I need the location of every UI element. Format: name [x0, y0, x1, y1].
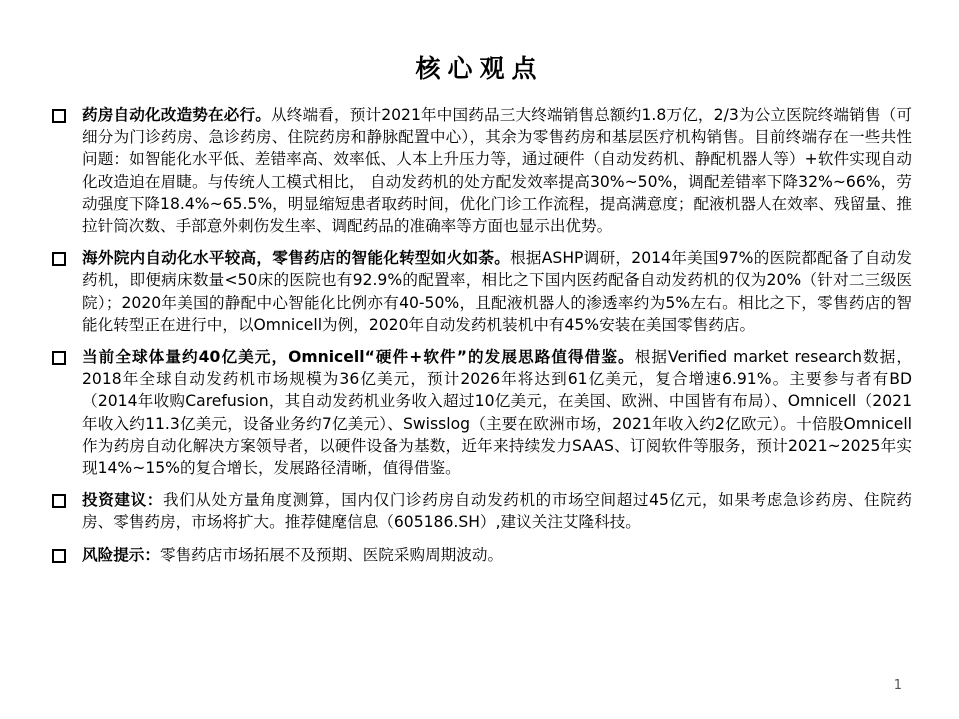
- bullet-point-global-market: [52, 346, 912, 479]
- bullet-heading: 药房自动化改造势在必行。: [82, 106, 271, 124]
- bullet-heading: 当前全球体量约40亿美元，Omnicell“硬件+软件”的发展思路值得借鉴。: [82, 348, 635, 367]
- bullet-body: 根据Verified market research数据，2018年全球自动发药机市场规模为36亿美元，预计2026年将达到61亿美元，复合增速6.91%。主要参与者有BD（2014年收购Carefusion，其自动发药机业务收入超过10亿美元，在美国、欧洲、中国皆有布局）、Omnicell（2021年收入约11.3亿美元，设备业务约7亿美元）、Swisslog（主要在欧洲市场，2021年收入约2亿欧元）。十倍股Omnicell作为药房自动化解决方案领导者，以硬件设备为基数，近年来持续发力SAAS、订阅软件等服务，预计2021~2025年实现14%~15%的复合增长，发展路径清晰，值得借鉴。: [82, 348, 912, 478]
- checkbox-bullet-icon: [52, 351, 66, 365]
- bullet-heading: 海外院内自动化水平较高，零售药店的智能化转型如火如荼。: [82, 249, 511, 268]
- checkbox-bullet-icon: [52, 549, 66, 563]
- bullet-point-overseas-automation: [52, 247, 912, 336]
- checkbox-bullet-icon: [52, 109, 66, 123]
- page-number: 1: [893, 678, 902, 693]
- bullet-body: 从终端看，预计2021年中国药品三大终端销售总额约1.8万亿，2/3为公立医院终端销售（可细分为门诊药房、急诊药房、住院药房和静脉配置中心），其余为零售药房和基层医疗机构销售。目前终端存在一些共性问题：如智能化水平低、差错率高、效率低、人本上升压力等，通过硬件（自动发药机、静配机器人等）+软件实现自动化改造迫在眉睫。与传统人工模式相比， 自动发药机的处方配发效率提高30%~50%，调配差错率下降32%~66%，劳动强度下降18.4%~65.5%，明显缩短患者取药时间，优化门诊工作流程，提高满意度；配液机器人在效率、残留量、推拉针筒次数、手部意外刺伤发生率、调配药品的准确率等方面也显示出优势。: [82, 106, 912, 236]
- key-points-list: [52, 104, 912, 576]
- bullet-body: 根据ASHP调研，2014年美国97%的医院都配备了自动发药机，即便病床数量<50床的医院也有92.9%的配置率，相比之下国内医药配备自动发药机的仅为20%（针对二三级医院）；2020年美国的静配中心智能化比例亦有40-50%，且配液机器人的渗透率约为5%左右。相比之下，零售药店的智能化转型正在进行中，以Omnicell为例，2020年自动发药机装机中有45%安装在美国零售药店。: [82, 249, 912, 334]
- bullet-point-automation-necessity: [52, 104, 912, 237]
- bullet-point-risk-warning: [52, 544, 912, 566]
- bullet-point-investment-advice: [52, 489, 912, 533]
- bullet-body: 零售药店市场拓展不及预期、医院采购周期波动。: [159, 545, 504, 564]
- bullet-heading: 投资建议：: [82, 491, 164, 510]
- checkbox-bullet-icon: [52, 252, 66, 266]
- bullet-body: 我们从处方量角度测算，国内仅门诊药房自动发药机的市场空间超过45亿元，如果考虑急诊药房、住院药房、零售药房，市场将扩大。推荐健麾信息（605186.SH）,建议关注艾隆科技。: [82, 491, 912, 532]
- page-title: 核心观点: [415, 54, 544, 83]
- checkbox-bullet-icon: [52, 494, 66, 508]
- bullet-heading: 风险提示：: [82, 545, 160, 564]
